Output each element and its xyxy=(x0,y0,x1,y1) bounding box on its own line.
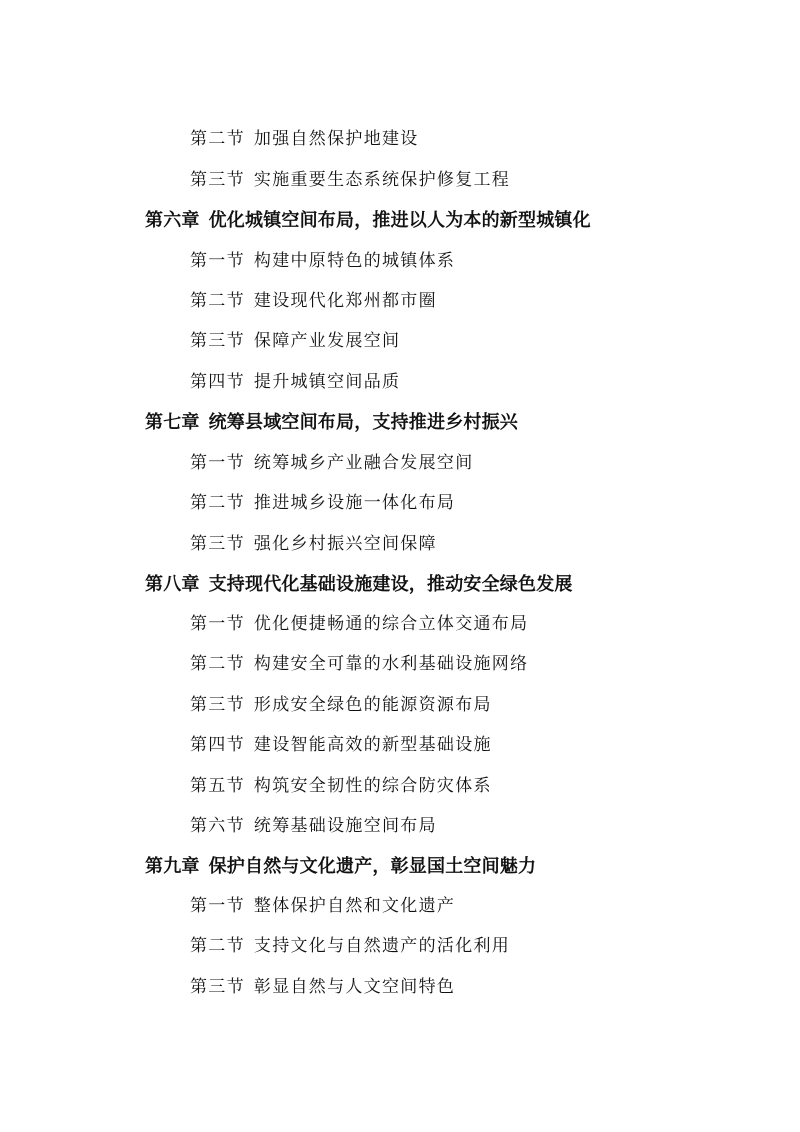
toc-section-item[interactable] xyxy=(190,536,437,553)
chapter-title: 支持现代化基础设施建设，推动安全绿色发展 xyxy=(208,574,573,595)
toc-section-item[interactable] xyxy=(190,616,528,633)
section-title: 强化乡村振兴空间保障 xyxy=(253,534,437,554)
section-title: 整体保护自然和文化遗产 xyxy=(253,896,456,916)
toc-section-item[interactable] xyxy=(190,495,455,512)
section-number: 第二节 xyxy=(190,291,245,311)
section-number: 第二节 xyxy=(190,654,245,674)
section-title: 优化便捷畅通的综合立体交通布局 xyxy=(253,614,529,634)
toc-section-item[interactable] xyxy=(190,333,400,350)
section-number: 第二节 xyxy=(190,936,245,956)
section-title: 建设现代化郑州都市圈 xyxy=(253,291,437,311)
toc-section-item[interactable] xyxy=(190,656,528,673)
section-title: 形成安全绿色的能源资源布局 xyxy=(253,695,492,715)
toc-section-item[interactable] xyxy=(190,818,437,835)
section-number: 第一节 xyxy=(190,453,245,473)
section-number: 第三节 xyxy=(190,977,245,997)
toc-section-item[interactable] xyxy=(190,253,455,270)
section-number: 第五节 xyxy=(190,776,245,796)
section-title: 统筹城乡产业融合发展空间 xyxy=(253,453,474,473)
toc-section-item[interactable] xyxy=(190,737,492,754)
chapter-title: 优化城镇空间布局，推进以人为本的新型城镇化 xyxy=(208,210,591,231)
section-title: 统筹基础设施空间布局 xyxy=(253,816,437,836)
section-number: 第三节 xyxy=(190,170,245,190)
section-number: 第二节 xyxy=(190,493,245,513)
section-number: 第四节 xyxy=(190,735,245,755)
chapter-number: 第七章 xyxy=(145,412,200,433)
section-number: 第四节 xyxy=(190,372,245,392)
section-title: 保障产业发展空间 xyxy=(253,331,401,351)
section-number: 第六节 xyxy=(190,816,245,836)
section-title: 构筑安全韧性的综合防灾体系 xyxy=(253,776,492,796)
chapter-number: 第八章 xyxy=(145,574,200,595)
section-title: 构建安全可靠的水利基础设施网络 xyxy=(253,654,529,674)
toc-section-item[interactable] xyxy=(190,979,455,996)
toc-chapter-heading[interactable] xyxy=(145,858,536,876)
section-number: 第一节 xyxy=(190,251,245,271)
toc-section-item[interactable] xyxy=(190,898,455,915)
section-title: 构建中原特色的城镇体系 xyxy=(253,251,456,271)
section-title: 加强自然保护地建设 xyxy=(253,129,419,149)
section-title: 彰显自然与人文空间特色 xyxy=(253,977,456,997)
section-number: 第三节 xyxy=(190,534,245,554)
section-title: 推进城乡设施一体化布局 xyxy=(253,493,456,513)
chapter-title: 保护自然与文化遗产，彰显国土空间魅力 xyxy=(208,856,537,877)
section-title: 建设智能高效的新型基础设施 xyxy=(253,735,492,755)
chapter-number: 第六章 xyxy=(145,210,200,231)
toc-section-item[interactable] xyxy=(190,374,400,391)
toc-section-item[interactable] xyxy=(190,172,510,189)
toc-section-item[interactable] xyxy=(190,697,492,714)
toc-section-item[interactable] xyxy=(190,455,474,472)
toc-chapter-heading[interactable] xyxy=(145,212,591,230)
toc-chapter-heading[interactable] xyxy=(145,414,518,432)
toc-section-item[interactable] xyxy=(190,131,419,148)
section-number: 第一节 xyxy=(190,614,245,634)
section-number: 第三节 xyxy=(190,331,245,351)
toc-chapter-heading[interactable] xyxy=(145,576,573,594)
section-title: 实施重要生态系统保护修复工程 xyxy=(253,170,511,190)
section-title: 支持文化与自然遗产的活化利用 xyxy=(253,936,511,956)
chapter-title: 统筹县域空间布局，支持推进乡村振兴 xyxy=(208,412,519,433)
toc-section-item[interactable] xyxy=(190,938,510,955)
toc-section-item[interactable] xyxy=(190,293,437,310)
section-number: 第一节 xyxy=(190,896,245,916)
section-title: 提升城镇空间品质 xyxy=(253,372,401,392)
section-number: 第三节 xyxy=(190,695,245,715)
chapter-number: 第九章 xyxy=(145,856,200,877)
toc-section-item[interactable] xyxy=(190,778,492,795)
section-number: 第二节 xyxy=(190,129,245,149)
